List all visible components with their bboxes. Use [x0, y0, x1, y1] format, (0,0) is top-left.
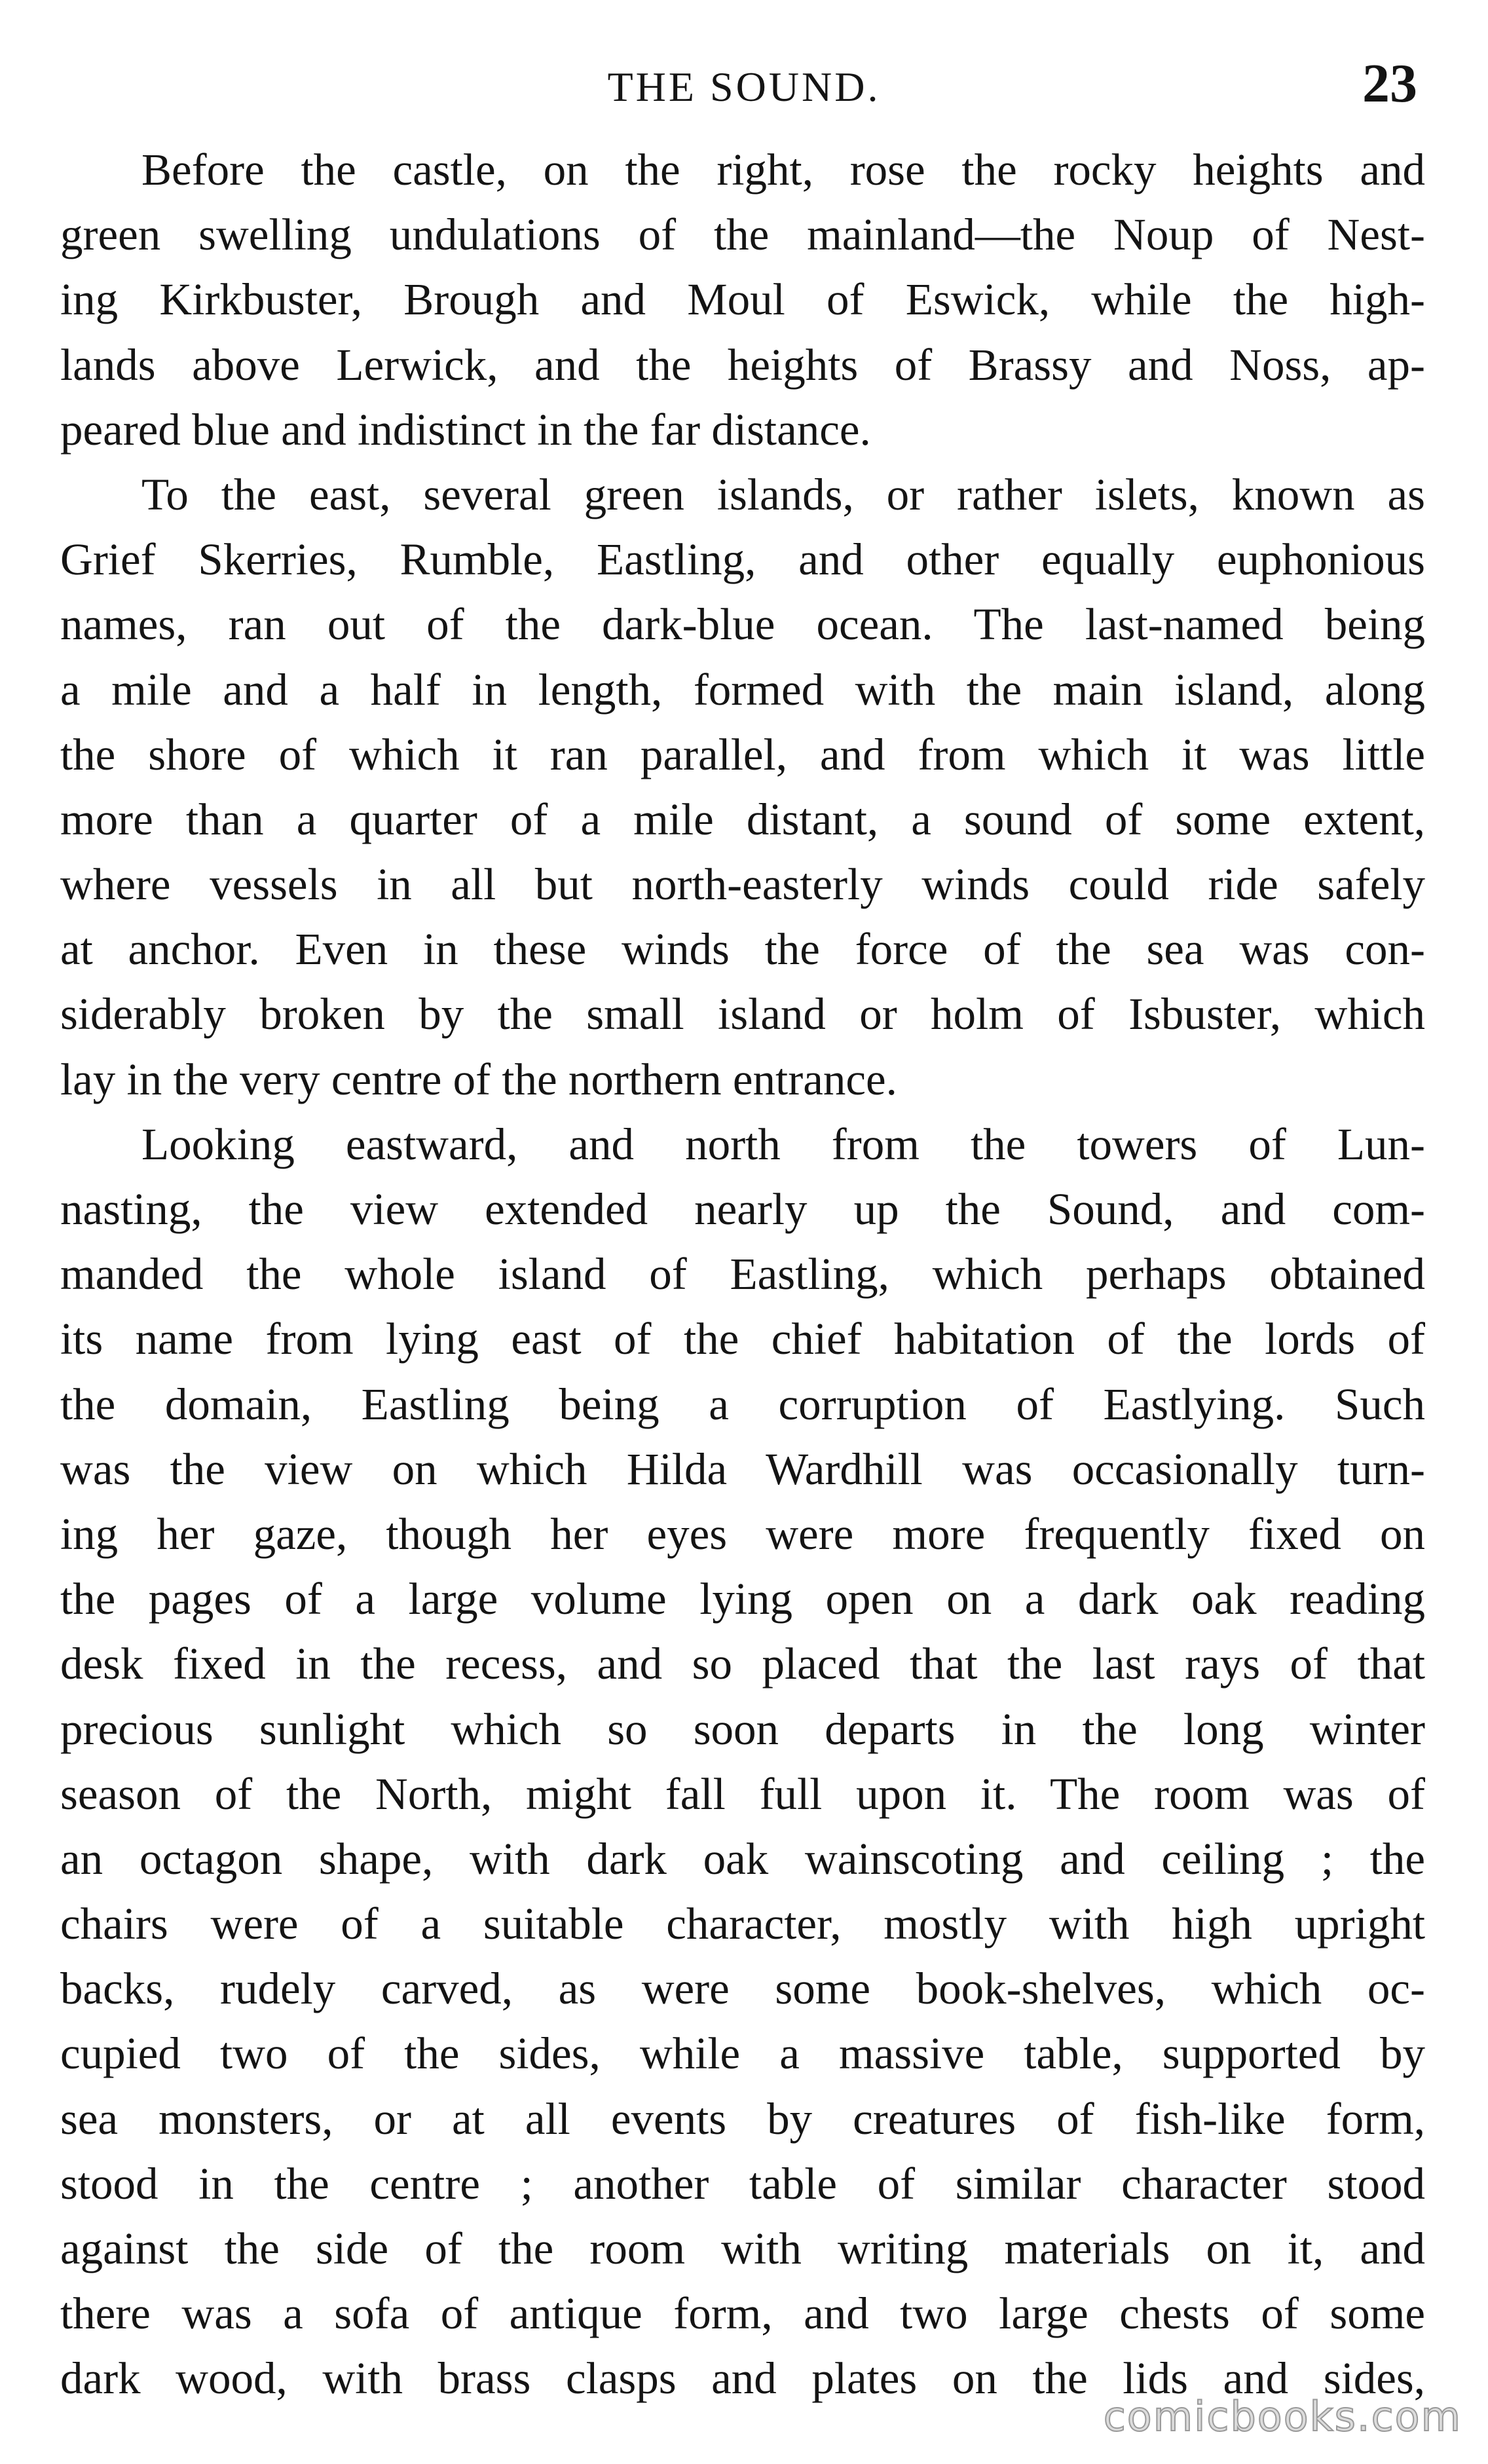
text-line: chairs were of a suitable character, mostly with high upright	[60, 1899, 1425, 1949]
text-line: at anchor. Even in these winds the force of the sea was con-	[60, 924, 1425, 975]
text-line: stood in the centre ; another table of similar character stood	[60, 2158, 1425, 2209]
text-line: against the side of the room with writing materials on it, and	[60, 2224, 1425, 2273]
text-line: peared blue and indistinct in the far distance.	[60, 404, 871, 455]
text-line: siderably broken by the small island or holm of Isbuster, which	[60, 989, 1425, 1039]
text-line: desk fixed in the recess, and so placed that the last rays of that	[60, 1639, 1425, 1689]
text-line: sea monsters, or at all events by creatures of fish-like form,	[60, 2093, 1425, 2144]
text-line: the domain, Eastling being a corruption of Eastlying. Such	[60, 1379, 1425, 1429]
text-line: a mile and a half in length, formed with the main island, along	[60, 664, 1425, 715]
text-line: To the east, several green islands, or rather islets, known as	[141, 469, 1425, 519]
text-line: manded the whole island of Eastling, which perhaps obtained	[60, 1249, 1425, 1299]
text-line: cupied two of the sides, while a massive table, supported by	[60, 2028, 1425, 2079]
text-line: lands above Lerwick, and the heights of Brassy and Noss, ap-	[60, 339, 1425, 390]
text-line: season of the North, might fall full upon it. The room was of	[60, 1768, 1425, 1819]
text-line: Before the castle, on the right, rose the rocky heights and	[141, 145, 1425, 195]
text-line: ing her gaze, though her eyes were more frequently fixed on	[60, 1508, 1425, 1559]
text-line: precious sunlight which so soon departs in the long winter	[60, 1704, 1425, 1754]
text-line: where vessels in all but north-easterly winds could ride safely	[60, 859, 1425, 910]
page-number: 23	[1362, 53, 1417, 114]
body-text	[60, 138, 1425, 2412]
text-line: its name from lying east of the chief habitation of the lords of	[60, 1314, 1425, 1364]
text-line: more than a quarter of a mile distant, a sound of some extent,	[60, 794, 1425, 844]
text-line: there was a sofa of antique form, and two large chests of some	[60, 2288, 1425, 2339]
text-line: Grief Skerries, Rumble, Eastling, and other equally euphonious	[60, 534, 1425, 585]
text-line: ing Kirkbuster, Brough and Moul of Eswick, while the high-	[60, 274, 1425, 325]
text-line: nasting, the view extended nearly up the Sound, and com-	[60, 1184, 1425, 1234]
text-line: an octagon shape, with dark oak wainscoting and ceiling ; the	[60, 1833, 1425, 1884]
text-line: the pages of a large volume lying open on a dark oak reading	[60, 1574, 1425, 1624]
text-line: lay in the very centre of the northern entrance.	[60, 1054, 897, 1104]
text-line: backs, rudely carved, as were some book-shelves, which oc-	[60, 1964, 1425, 2014]
text-line: dark wood, with brass clasps and plates on the lids and sides,	[60, 2353, 1425, 2404]
text-line: was the view on which Hilda Wardhill was occasionally turn-	[60, 1444, 1425, 1494]
running-head	[63, 51, 1425, 123]
text-line: names, ran out of the dark-blue ocean. The last-named being	[60, 599, 1425, 650]
text-line: Looking eastward, and north from the towers of Lun-	[141, 1119, 1425, 1169]
watermark: comicbooks.com	[1103, 2393, 1462, 2440]
text-line: green swelling undulations of the mainland—the Noup of Nest-	[60, 210, 1425, 260]
running-title: THE SOUND.	[607, 64, 881, 110]
text-line: the shore of which it ran parallel, and from which it was little	[60, 729, 1425, 779]
